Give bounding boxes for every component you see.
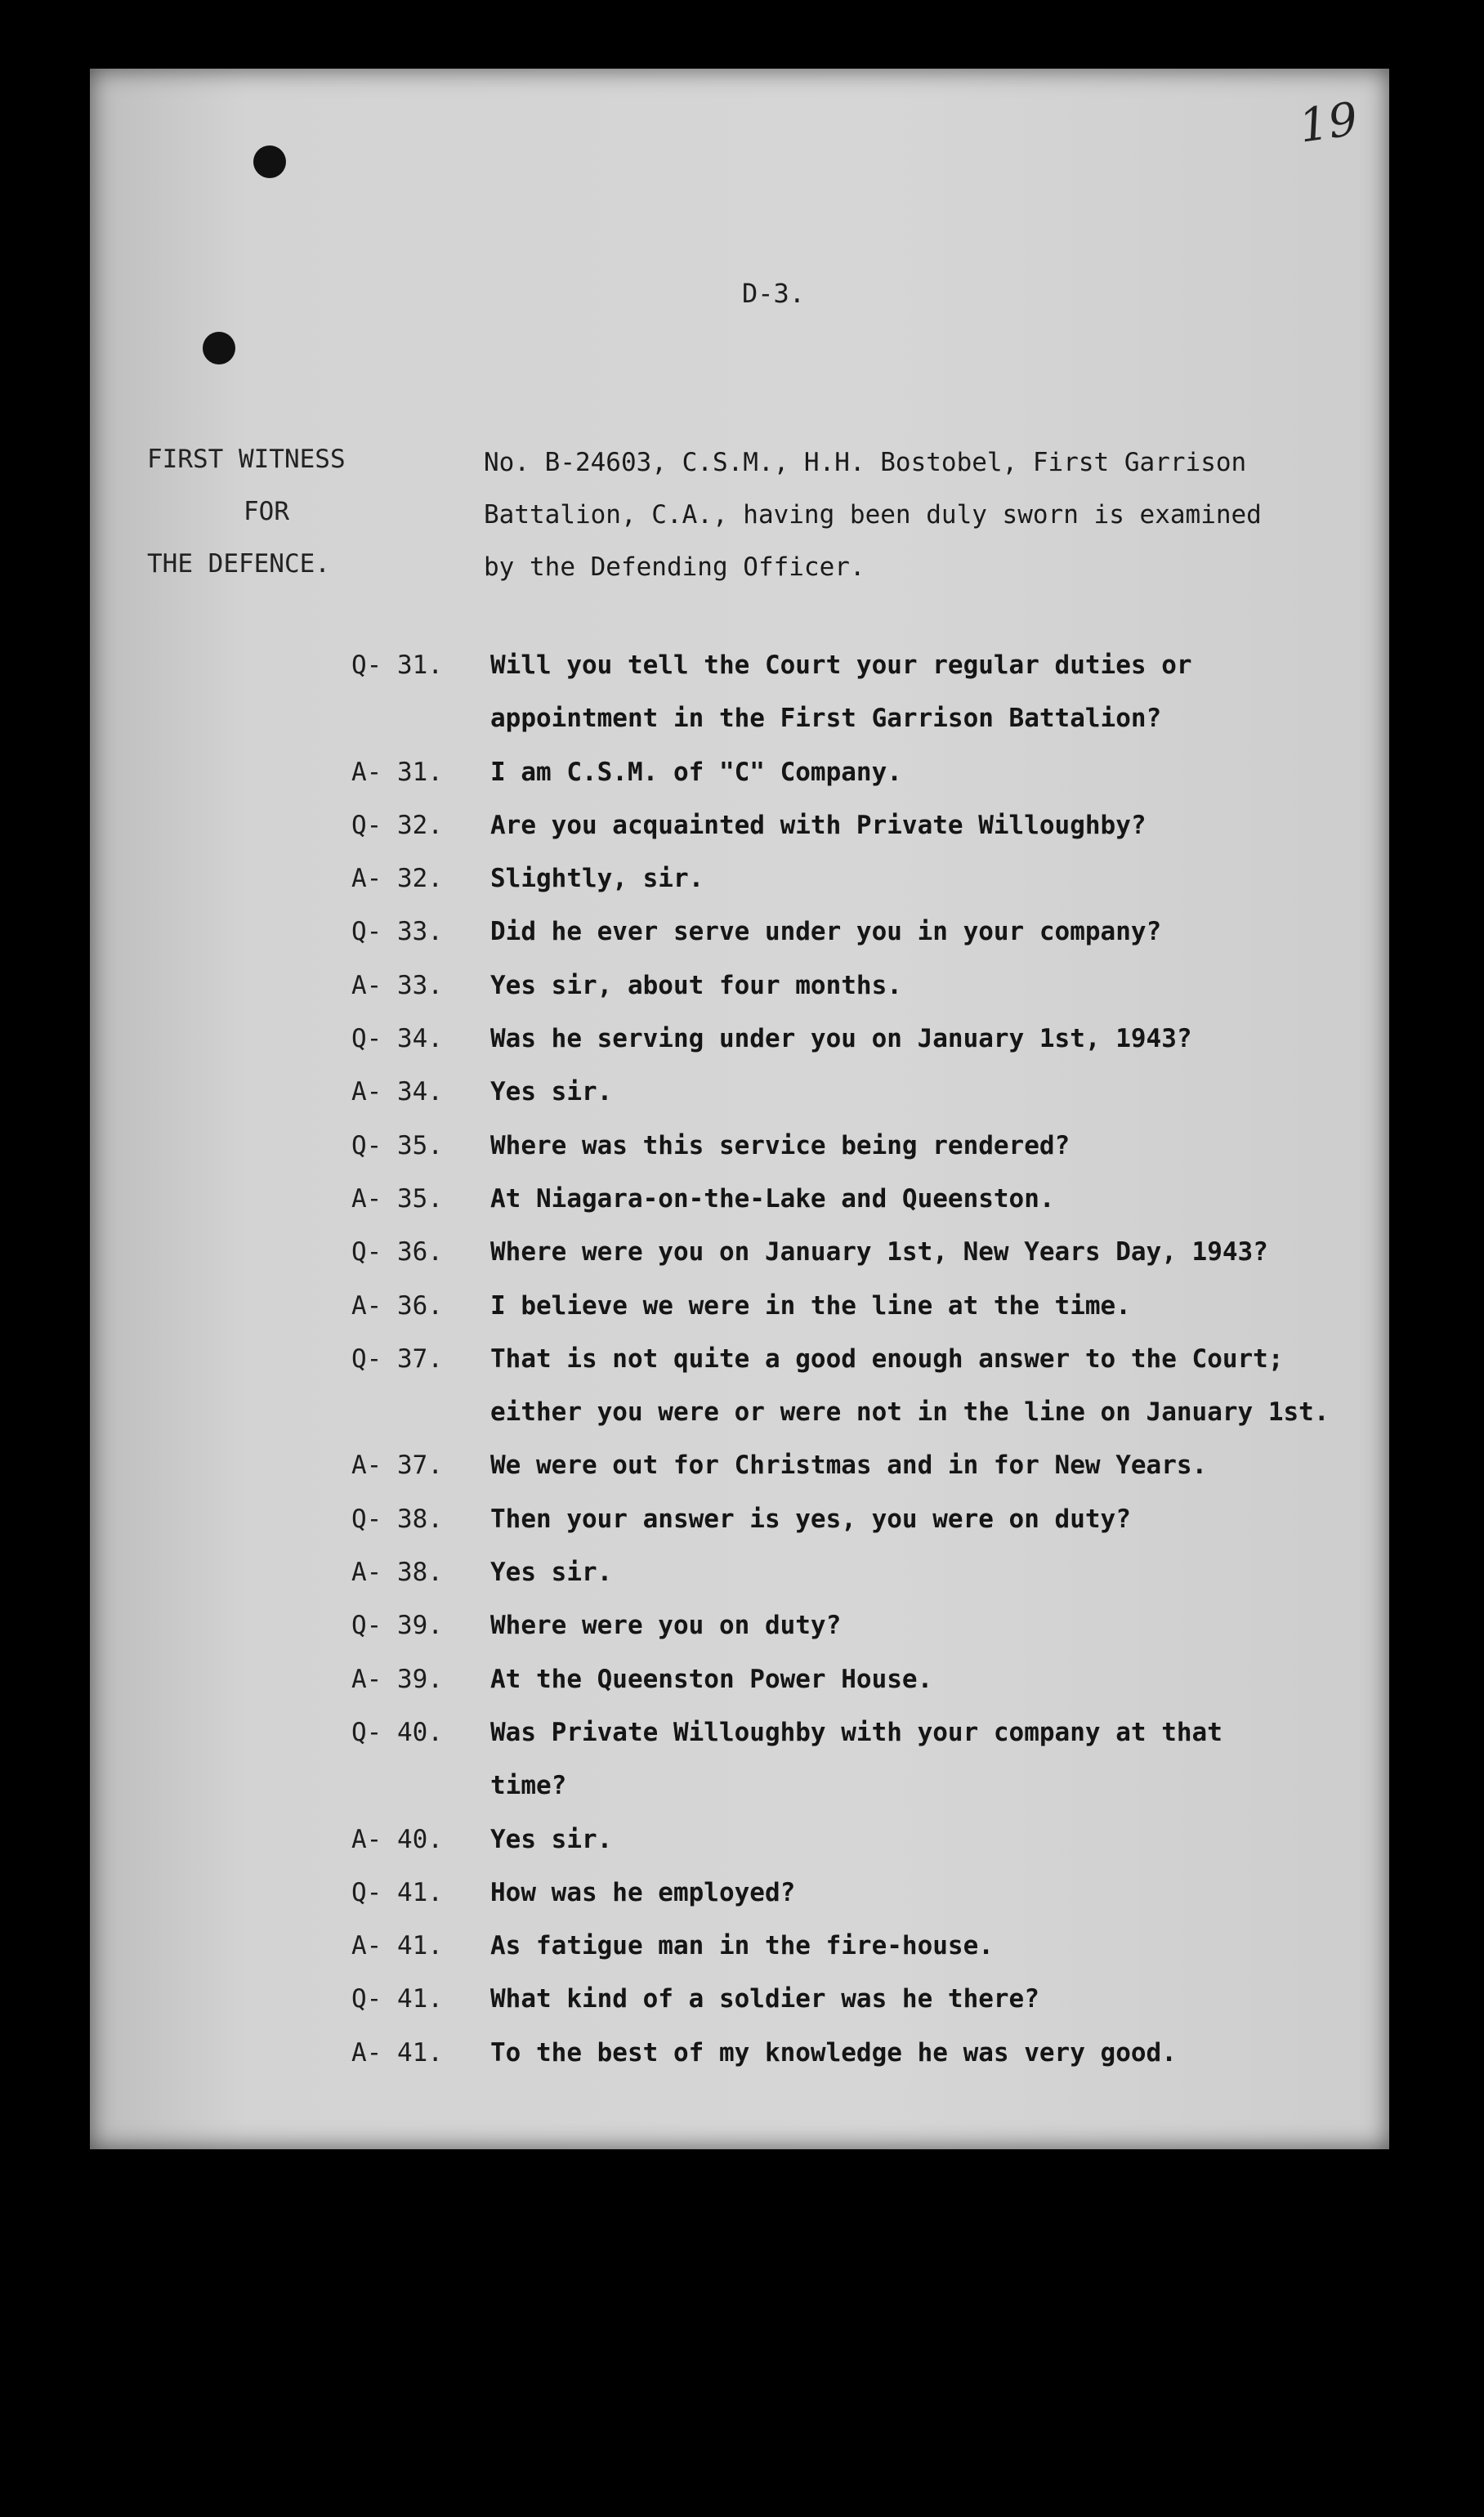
witness-heading — [147, 433, 425, 590]
question-row — [351, 1013, 1373, 1066]
folio-number: 19 — [1295, 92, 1361, 154]
qa-number: Q- 40. — [351, 1717, 443, 1747]
intro-line: No. B-24603, C.S.M., H.H. Bostobel, First Garrison — [484, 448, 1247, 477]
qa-number: Q- 35. — [351, 1130, 443, 1160]
qa-text — [490, 2027, 1373, 2080]
qa-number: Q- 34. — [351, 1024, 443, 1054]
question-row — [351, 1706, 1373, 1813]
qa-text — [490, 1066, 1373, 1119]
intro-line: Battalion, C.A., having been duly sworn is examined — [484, 500, 1262, 530]
qa-text-line: At the Queenston Power House. — [490, 1664, 933, 1694]
qa-text-line: Yes sir, about four months. — [490, 970, 902, 1000]
qa-number: A- 41. — [351, 1931, 443, 1961]
qa-number: Q- 41. — [351, 1984, 443, 2014]
qa-text — [490, 1813, 1373, 1867]
examination-transcript — [351, 639, 1373, 2080]
qa-text-line: Will you tell the Court your regular duties or — [490, 650, 1192, 680]
qa-text — [490, 1173, 1373, 1226]
qa-text — [490, 1546, 1373, 1599]
qa-text — [490, 639, 1373, 746]
qa-text-line: appointment in the First Garrison Battalion? — [490, 704, 1162, 734]
witness-heading-line: THE DEFENCE. — [147, 549, 330, 579]
qa-text — [490, 799, 1373, 852]
qa-text — [490, 852, 1373, 905]
qa-number: Q- 39. — [351, 1611, 443, 1641]
qa-text — [490, 746, 1373, 799]
qa-text-line: I am C.S.M. of "C" Company. — [490, 757, 902, 787]
qa-text-line: What kind of a soldier was he there? — [490, 1984, 1039, 2014]
qa-number: A- 38. — [351, 1558, 443, 1588]
qa-text-line: I believe we were in the line at the time. — [490, 1290, 1131, 1321]
answer-row — [351, 1439, 1373, 1492]
qa-text-line: How was he employed? — [490, 1877, 796, 1907]
qa-text-line: Yes sir. — [490, 1077, 613, 1107]
witness-introduction — [484, 436, 1350, 593]
qa-text-line: time? — [490, 1771, 567, 1801]
qa-text-line: As fatigue man in the fire-house. — [490, 1931, 994, 1961]
qa-number: Q- 36. — [351, 1237, 443, 1267]
question-row — [351, 1867, 1373, 1920]
qa-number: Q- 31. — [351, 650, 443, 680]
qa-text — [490, 905, 1373, 959]
qa-text — [490, 959, 1373, 1013]
qa-text-line: Where was this service being rendered? — [490, 1130, 1071, 1160]
qa-text — [490, 1439, 1373, 1492]
answer-row — [351, 1813, 1373, 1867]
page-identifier: D-3. — [742, 278, 806, 309]
qa-number: Q- 37. — [351, 1343, 443, 1374]
qa-text — [490, 1920, 1373, 1973]
question-row — [351, 1599, 1373, 1652]
answer-row — [351, 852, 1373, 905]
answer-row — [351, 1920, 1373, 1973]
qa-number: A- 41. — [351, 2037, 443, 2068]
qa-number: A- 36. — [351, 1290, 443, 1321]
intro-line: by the Defending Officer. — [484, 552, 865, 582]
witness-heading-line: FIRST WITNESS — [147, 445, 346, 474]
question-row — [351, 1333, 1373, 1440]
qa-text-line: Was he serving under you on January 1st, 1943? — [490, 1024, 1192, 1054]
qa-text-line: Where were you on January 1st, New Years Day, 1943? — [490, 1237, 1268, 1267]
qa-text-line: Are you acquainted with Private Willoughby? — [490, 810, 1147, 840]
qa-text — [490, 1867, 1373, 1920]
qa-text-line: Where were you on duty? — [490, 1611, 842, 1641]
qa-text-line: Slightly, sir. — [490, 864, 704, 894]
qa-text-line: That is not quite a good enough answer to the Court; — [490, 1343, 1284, 1374]
qa-number: A- 33. — [351, 970, 443, 1000]
question-row — [351, 799, 1373, 852]
answer-row — [351, 1280, 1373, 1333]
qa-text-line: At Niagara-on-the-Lake and Queenston. — [490, 1183, 1055, 1214]
qa-number: A- 31. — [351, 757, 443, 787]
qa-number: A- 40. — [351, 1824, 443, 1854]
qa-text — [490, 1333, 1373, 1440]
qa-text-line: Yes sir. — [490, 1824, 613, 1854]
qa-text-line: Did he ever serve under you in your company? — [490, 917, 1162, 947]
qa-number: Q- 32. — [351, 810, 443, 840]
qa-number: Q- 33. — [351, 917, 443, 947]
qa-number: Q- 38. — [351, 1504, 443, 1534]
qa-text-line: Then your answer is yes, you were on duty? — [490, 1504, 1131, 1534]
qa-number: Q- 41. — [351, 1877, 443, 1907]
question-row — [351, 1493, 1373, 1546]
qa-text-line: either you were or were not in the line on January 1st. — [490, 1397, 1330, 1428]
answer-row — [351, 1653, 1373, 1706]
qa-number: A- 32. — [351, 864, 443, 894]
punch-hole — [253, 145, 286, 178]
qa-text — [490, 1599, 1373, 1652]
qa-text — [490, 1973, 1373, 2026]
answer-row — [351, 746, 1373, 799]
question-row — [351, 905, 1373, 959]
qa-text — [490, 1653, 1373, 1706]
qa-text — [490, 1493, 1373, 1546]
qa-number: A- 35. — [351, 1183, 443, 1214]
qa-text — [490, 1280, 1373, 1333]
qa-text-line: To the best of my knowledge he was very good. — [490, 2037, 1177, 2068]
qa-number: A- 34. — [351, 1077, 443, 1107]
question-row — [351, 1226, 1373, 1279]
qa-text-line: Yes sir. — [490, 1558, 613, 1588]
qa-text — [490, 1226, 1373, 1279]
qa-text-line: Was Private Willoughby with your company at that — [490, 1717, 1223, 1747]
qa-number: A- 39. — [351, 1664, 443, 1694]
answer-row — [351, 1173, 1373, 1226]
answer-row — [351, 1066, 1373, 1119]
qa-text — [490, 1120, 1373, 1173]
question-row — [351, 1120, 1373, 1173]
answer-row — [351, 959, 1373, 1013]
qa-text — [490, 1706, 1373, 1813]
witness-heading-line: FOR — [244, 497, 289, 526]
answer-row — [351, 2027, 1373, 2080]
question-row — [351, 639, 1373, 746]
punch-hole — [203, 332, 235, 364]
qa-text-line: We were out for Christmas and in for New Years. — [490, 1451, 1208, 1481]
qa-number: A- 37. — [351, 1451, 443, 1481]
answer-row — [351, 1546, 1373, 1599]
question-row — [351, 1973, 1373, 2026]
qa-text — [490, 1013, 1373, 1066]
